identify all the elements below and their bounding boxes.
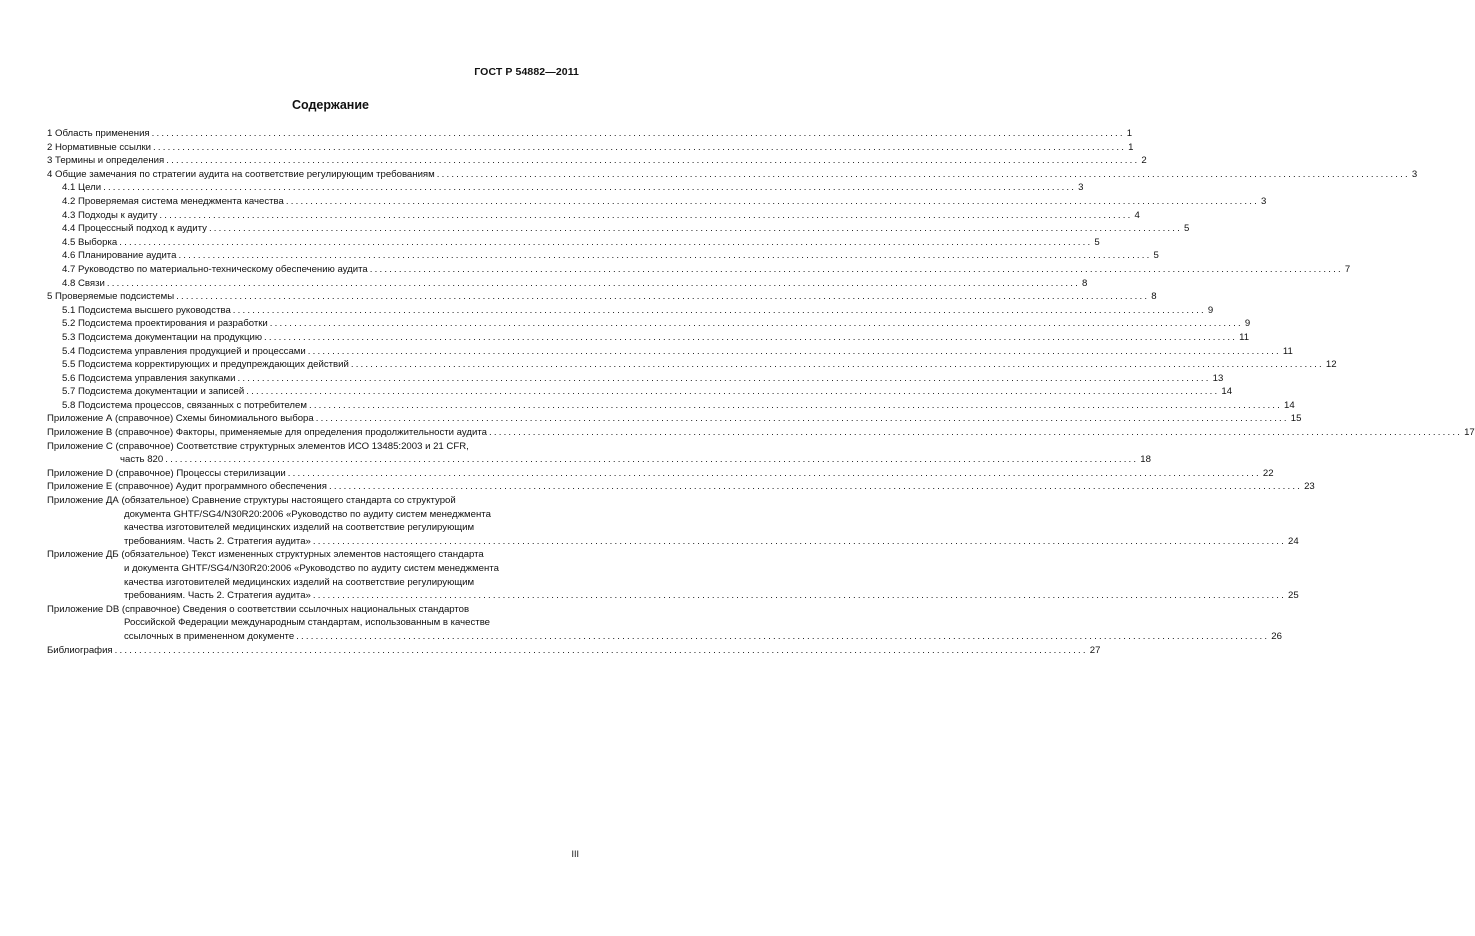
toc-dot-leader: ........................................................................................................................................................................................................ bbox=[312, 590, 1286, 602]
toc-dot-leader: ........................................................................................................................................................................................................ bbox=[114, 644, 1088, 656]
toc-entry-page: 8 bbox=[1151, 291, 1157, 303]
toc-entry-line: Приложение ДБ (обязательное) Текст измененных структурных элементов настоящего стандарта bbox=[47, 549, 484, 561]
toc-dot-leader: ........................................................................................................................................................................................................ bbox=[369, 263, 1343, 275]
toc-dot-leader: ........................................................................................................................................................................................................ bbox=[246, 386, 1220, 398]
toc-entry[interactable] bbox=[47, 345, 1293, 359]
toc-entry-label: 3 Термины и определения bbox=[47, 155, 165, 167]
toc-dot-leader: ........................................................................................................................................................................................................ bbox=[159, 209, 1133, 221]
toc-entry-label: 1 Область применения bbox=[47, 128, 150, 139]
toc-entry[interactable] bbox=[47, 412, 1302, 426]
toc-entry-page: 1 bbox=[1126, 128, 1133, 139]
toc-entry-label: Приложение А (справочное) Схемы биномиального выбора bbox=[47, 413, 314, 425]
toc-dot-leader: ........................................................................................................................................................................................................ bbox=[285, 195, 1259, 207]
toc-entry-page: 18 bbox=[1140, 454, 1151, 466]
toc-entry-label: Приложение E (справочное) Аудит программного обеспечения bbox=[47, 481, 327, 493]
toc-entry-label: 4.1 Цели bbox=[62, 182, 102, 194]
toc-entry-label: Приложение D (справочное) Процессы стерилизации bbox=[47, 467, 286, 479]
toc-dot-leader: ........................................................................................................................................................................................................ bbox=[315, 413, 1289, 425]
toc-entry-page: 11 bbox=[1282, 345, 1293, 357]
toc-entry-appendix-da[interactable] bbox=[47, 494, 1299, 548]
toc-entry-label: 4.7 Руководство по материально-техническому обеспечению аудита bbox=[62, 263, 368, 275]
toc-dot-leader: ........................................................................................................................................................................................................ bbox=[165, 454, 1139, 466]
page-number: III bbox=[571, 849, 579, 859]
toc-entry[interactable] bbox=[47, 263, 1351, 277]
toc-entry[interactable] bbox=[47, 426, 1475, 440]
table-of-contents bbox=[47, 127, 1475, 657]
toc-entry-label: 5.2 Подсистема проектирования и разработки bbox=[62, 318, 268, 330]
toc-entry-label: 4.6 Планирование аудита bbox=[62, 250, 177, 262]
toc-entry[interactable] bbox=[47, 168, 1418, 182]
toc-entry-line: качества изготовителей медицинских изделий на соответствие регулирующим bbox=[124, 522, 475, 534]
toc-entry-page: 24 bbox=[1287, 535, 1299, 547]
toc-entry-label: 5.1 Подсистема высшего руководства bbox=[62, 304, 231, 316]
toc-dot-leader: ........................................................................................................................................................................................................ bbox=[329, 481, 1303, 493]
toc-entry[interactable] bbox=[47, 290, 1157, 304]
toc-entry-page: 5 bbox=[1094, 236, 1100, 248]
toc-entry-line: документа GHTF/SG4/N30R20:2006 «Руководство по аудиту систем менеджмента bbox=[124, 508, 491, 520]
toc-entry[interactable] bbox=[47, 331, 1250, 345]
toc-entry[interactable] bbox=[47, 467, 1274, 481]
toc-entry-label: 5.7 Подсистема документации и записей bbox=[62, 386, 245, 398]
toc-entry-page: 9 bbox=[1244, 318, 1251, 330]
toc-dot-leader: ........................................................................................................................................................................................................ bbox=[166, 155, 1140, 167]
toc-entry[interactable] bbox=[47, 372, 1224, 386]
toc-entry-page: 3 bbox=[1411, 168, 1418, 180]
toc-entry[interactable] bbox=[47, 385, 1233, 399]
toc-entry-page: 1 bbox=[1128, 141, 1134, 153]
toc-entry-label: 2 Нормативные ссылки bbox=[47, 141, 152, 153]
toc-dot-leader: ........................................................................................................................................................................................................ bbox=[264, 331, 1238, 343]
toc-entry-line: качества изготовителей медицинских изделий на соответствие регулирующим bbox=[124, 576, 475, 588]
toc-entry-appendix-c[interactable] bbox=[47, 440, 1151, 467]
toc-entry-bibliography[interactable] bbox=[47, 644, 1101, 658]
toc-entry[interactable] bbox=[47, 181, 1084, 195]
toc-entry-line: Приложение С (справочное) Соответствие структурных элементов ИСО 13485:2003 и 21 CFR, bbox=[47, 440, 469, 452]
toc-entry-page: 25 bbox=[1287, 590, 1299, 602]
toc-entry-label: 4.8 Связи bbox=[62, 277, 105, 289]
toc-entry-label: часть 820 bbox=[120, 454, 164, 466]
toc-entry[interactable] bbox=[47, 154, 1147, 168]
toc-entry-label: требованиям. Часть 2. Стратегия аудита» bbox=[124, 535, 311, 547]
toc-entry-page: 17 bbox=[1464, 427, 1475, 439]
toc-entry-label: 5.8 Подсистема процессов, связанных с потребителем bbox=[62, 399, 307, 411]
toc-entry-label: требованиям. Часть 2. Стратегия аудита» bbox=[124, 590, 311, 602]
toc-entry-page: 23 bbox=[1304, 481, 1315, 493]
toc-entry-page: 15 bbox=[1290, 413, 1302, 425]
toc-dot-leader: ........................................................................................................................................................................................................ bbox=[103, 182, 1077, 194]
toc-entry-appendix-db[interactable] bbox=[47, 548, 1299, 602]
toc-dot-leader: ........................................................................................................................................................................................................ bbox=[176, 291, 1150, 303]
page-title: Содержание bbox=[291, 98, 369, 112]
toc-entry-page: 5 bbox=[1184, 223, 1190, 235]
toc-dot-leader: ........................................................................................................................................................................................................ bbox=[178, 250, 1152, 262]
toc-dot-leader: ........................................................................................................................................................................................................ bbox=[312, 535, 1286, 547]
toc-dot-leader: ........................................................................................................................................................................................................ bbox=[488, 427, 1463, 439]
toc-entry[interactable] bbox=[47, 195, 1267, 209]
toc-entry-label: 5.5 Подсистема корректирующих и предупреждающих действий bbox=[62, 359, 349, 371]
toc-entry-page: 8 bbox=[1081, 277, 1088, 289]
toc-dot-leader: ........................................................................................................................................................................................................ bbox=[350, 359, 1324, 371]
toc-dot-leader: ........................................................................................................................................................................................................ bbox=[232, 304, 1206, 316]
toc-entry-row bbox=[47, 535, 1299, 549]
toc-entry-page: 13 bbox=[1212, 372, 1224, 384]
toc-second-list bbox=[47, 467, 1315, 494]
toc-entry-appendix-dv[interactable] bbox=[47, 603, 1282, 644]
toc-entry-label: Библиография bbox=[47, 644, 113, 656]
toc-entry-page: 7 bbox=[1344, 263, 1351, 275]
toc-entry-line: Российской Федерации международным стандартам, использованным в качестве bbox=[124, 617, 491, 629]
toc-dot-leader: ........................................................................................................................................................................................................ bbox=[151, 128, 1125, 139]
toc-dot-leader: ........................................................................................................................................................................................................ bbox=[208, 223, 1183, 235]
toc-entry[interactable] bbox=[47, 317, 1251, 331]
toc-entry-page: 3 bbox=[1260, 195, 1267, 207]
toc-entry-label: ссылочных в примененном документе bbox=[124, 630, 295, 642]
toc-dot-leader: ........................................................................................................................................................................................................ bbox=[269, 318, 1243, 330]
toc-entry-page: 14 bbox=[1284, 399, 1295, 411]
toc-entry-page: 14 bbox=[1221, 386, 1233, 398]
toc-entry[interactable] bbox=[47, 222, 1190, 236]
toc-entry-row bbox=[47, 453, 1151, 467]
toc-entry-page: 5 bbox=[1153, 250, 1159, 262]
toc-entry[interactable] bbox=[47, 249, 1159, 263]
toc-entry[interactable] bbox=[47, 236, 1100, 250]
toc-entry-line: Приложение DB (справочное) Сведения о соответствии ссылочных национальных стандартов bbox=[47, 603, 470, 615]
toc-entry-label: Приложение В (справочное) Факторы, применяемые для определения продолжительности аудита bbox=[47, 427, 487, 439]
toc-entry-page: 11 bbox=[1239, 331, 1250, 343]
toc-entry-label: 4.5 Выборка bbox=[62, 236, 118, 248]
document-header: ГОСТ Р 54882—2011 bbox=[474, 66, 579, 78]
toc-entry[interactable] bbox=[47, 127, 1133, 141]
toc-entry-line: и документа GHTF/SG4/N30R20:2006 «Руководство по аудиту систем менеджмента bbox=[124, 563, 499, 574]
toc-entry-page: 22 bbox=[1262, 467, 1274, 479]
toc-entry-label: 5.4 Подсистема управления продукцией и процессами bbox=[62, 345, 306, 357]
toc-entry-line: Приложение ДА (обязательное) Сравнение структуры настоящего стандарта со структурой bbox=[47, 495, 456, 507]
toc-dot-leader: ........................................................................................................................................................................................................ bbox=[153, 141, 1127, 153]
toc-entry[interactable] bbox=[47, 277, 1088, 291]
toc-dot-leader: ........................................................................................................................................................................................................ bbox=[436, 168, 1410, 180]
toc-entry-label: 5.3 Подсистема документации на продукцию bbox=[62, 331, 263, 343]
toc-entry[interactable] bbox=[47, 480, 1315, 494]
toc-entry-label: 4.2 Проверяемая система менеджмента качества bbox=[62, 195, 284, 207]
toc-entry-label: 4 Общие замечания по стратегии аудита на соответствие регулирующим требованиям bbox=[47, 168, 435, 180]
toc-entry-page: 3 bbox=[1078, 182, 1084, 194]
toc-entry[interactable] bbox=[47, 304, 1214, 318]
toc-entry-label: 4.4 Процессный подход к аудиту bbox=[62, 223, 207, 235]
toc-entry-page: 12 bbox=[1325, 359, 1337, 371]
toc-entry-label: 5 Проверяемые подсистемы bbox=[47, 291, 175, 303]
toc-dot-leader: ........................................................................................................................................................................................................ bbox=[287, 467, 1261, 479]
toc-entry-page: 27 bbox=[1089, 644, 1101, 656]
toc-entry-page: 9 bbox=[1207, 304, 1214, 316]
toc-main-list bbox=[47, 127, 1475, 440]
toc-entry[interactable] bbox=[47, 399, 1295, 413]
toc-entry-page: 2 bbox=[1141, 155, 1147, 167]
toc-dot-leader: ........................................................................................................................................................................................................ bbox=[308, 399, 1283, 411]
toc-dot-leader: ........................................................................................................................................................................................................ bbox=[119, 236, 1093, 248]
toc-dot-leader: ........................................................................................................................................................................................................ bbox=[237, 372, 1211, 384]
toc-entry-page: 26 bbox=[1271, 630, 1282, 642]
toc-dot-leader: ........................................................................................................................................................................................................ bbox=[106, 277, 1080, 289]
toc-entry-label: 5.6 Подсистема управления закупками bbox=[62, 372, 236, 384]
toc-entry-label: 4.3 Подходы к аудиту bbox=[62, 209, 158, 221]
toc-dot-leader: ........................................................................................................................................................................................................ bbox=[296, 630, 1270, 642]
toc-entry[interactable] bbox=[47, 358, 1337, 372]
toc-entry-page: 4 bbox=[1134, 209, 1140, 221]
toc-entry-row bbox=[47, 589, 1299, 603]
toc-entry[interactable] bbox=[47, 141, 1134, 155]
toc-entry-row bbox=[47, 630, 1282, 644]
toc-entry[interactable] bbox=[47, 209, 1140, 223]
toc-dot-leader: ........................................................................................................................................................................................................ bbox=[307, 345, 1281, 357]
